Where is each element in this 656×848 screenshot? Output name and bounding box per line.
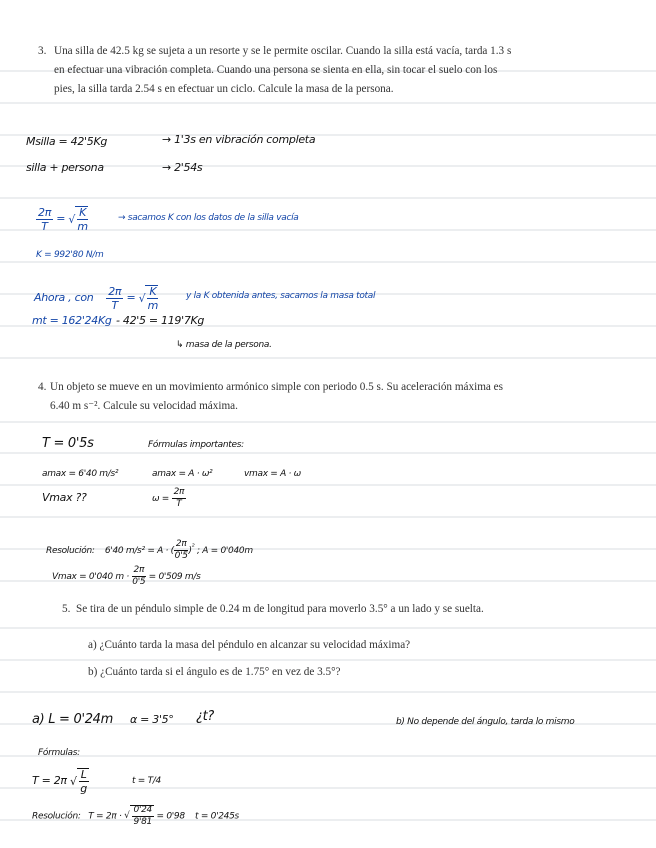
note-silla-persona: silla + persona — [26, 161, 104, 174]
note-vmax-question: Vmax ?? — [42, 491, 87, 504]
problem-number: 3. — [38, 45, 47, 57]
k-value: K = 992'80 N/m — [36, 250, 104, 260]
omega-formula: ω = $\frac{2\pi}{T}$ — [152, 487, 185, 509]
note-msilla: Msilla = 42'5Kg — [26, 135, 108, 148]
problem-4 — [38, 378, 618, 416]
formulas-5-header: Fórmulas: — [38, 748, 80, 758]
vmax-formula: vmax = A · ω — [244, 469, 301, 479]
note-amax: amax = 6'40 m/s² — [42, 469, 119, 479]
note-delta-t: ¿t? — [196, 709, 214, 724]
note-arrow-person: → 2'54s — [162, 161, 203, 174]
problem-number: 4. — [38, 381, 47, 393]
formula-period: $\frac{2\pi}{T}$ = √ $\frac{K}{m}$ — [38, 205, 88, 233]
resolucion-5: Resolución: T = 2π · √ $\frac{0'24}{9'81}$ = 0'98 t = 0'245s — [32, 805, 239, 827]
problem-number: 5. — [62, 603, 71, 615]
note-a-length: a) L = 0'24m — [32, 712, 114, 727]
sqrt: √ $\frac{K}{m}$ — [68, 206, 88, 233]
ahora-note: y la K obtenida antes, sacamos la masa total — [186, 291, 376, 301]
note-period: T = 0'5s — [42, 436, 94, 451]
note-alpha: α = 3'5° — [130, 713, 174, 726]
problem-text-line: en efectuar una vibración completa. Cuando una persona se sienta en ella, sin tocar el suelo con los — [54, 64, 498, 76]
masa-persona: ↳ masa de la persona. — [176, 340, 272, 350]
problem-5-part-a: a) ¿Cuánto tarda la masa del péndulo en alcanzar su velocidad máxima? — [88, 639, 411, 651]
formula-note: → sacamos K con los datos de la silla vacía — [118, 213, 299, 223]
problem-text-line: 6.40 m s⁻². Calcule su velocidad máxima. — [50, 400, 238, 412]
resolucion-4: Resolución: 6'40 m/s² = A · ( $\frac{2\pi}{0'5}$ )$^{^2}$ ; A = 0'040m — [46, 539, 253, 561]
problem-text-line: Una silla de 42.5 kg se sujeta a un resorte y se le permite oscilar. Cuando la silla está vacía, tarda 1.3 s — [54, 45, 512, 57]
problem-5-part-b: b) ¿Cuánto tarda si el ángulo es de 1.75° en vez de 3.5°? — [88, 666, 341, 678]
problem-text-line: pies, la silla tarda 2.54 s en efectuar un ciclo. Calcule la masa de la persona. — [54, 83, 394, 95]
mt-value: mt = 162'24Kg — [32, 314, 112, 327]
pendulum-period-formula: T = 2π √ $\frac{L}{g}$ — [32, 768, 87, 795]
problem-3 — [38, 42, 618, 99]
vmax-resolution: Vmax = 0'040 m · $\frac{2\pi}{0'5}$ = 0'509 m/s — [52, 565, 201, 587]
note-b-answer: b) No depende del ángulo, tarda lo mismo — [396, 717, 575, 727]
amax-formula: amax = A · ω² — [152, 469, 213, 479]
note-arrow-empty: → 1'3s en vibración completa — [162, 133, 316, 146]
formulas-header: Fórmulas importantes: — [148, 440, 244, 450]
problem-text-line: Un objeto se mueve en un movimiento armónico simple con periodo 0.5 s. Su aceleración máxima es — [50, 381, 503, 393]
t-quarter-formula: t = T/4 — [132, 776, 161, 786]
mt-subtract: - 42'5 = 119'7Kg — [116, 314, 205, 327]
problem-text-line: Se tira de un péndulo simple de 0.24 m de longitud para moverlo 3.5° a un lado y se suelta. — [76, 603, 484, 615]
ahora-line: Ahora , con $\frac{2\pi}{T}$ = √ $\frac{K}{m}$ — [34, 284, 158, 312]
problem-5 — [62, 600, 622, 619]
fraction: $\frac{2\pi}{T}$ — [38, 205, 52, 233]
